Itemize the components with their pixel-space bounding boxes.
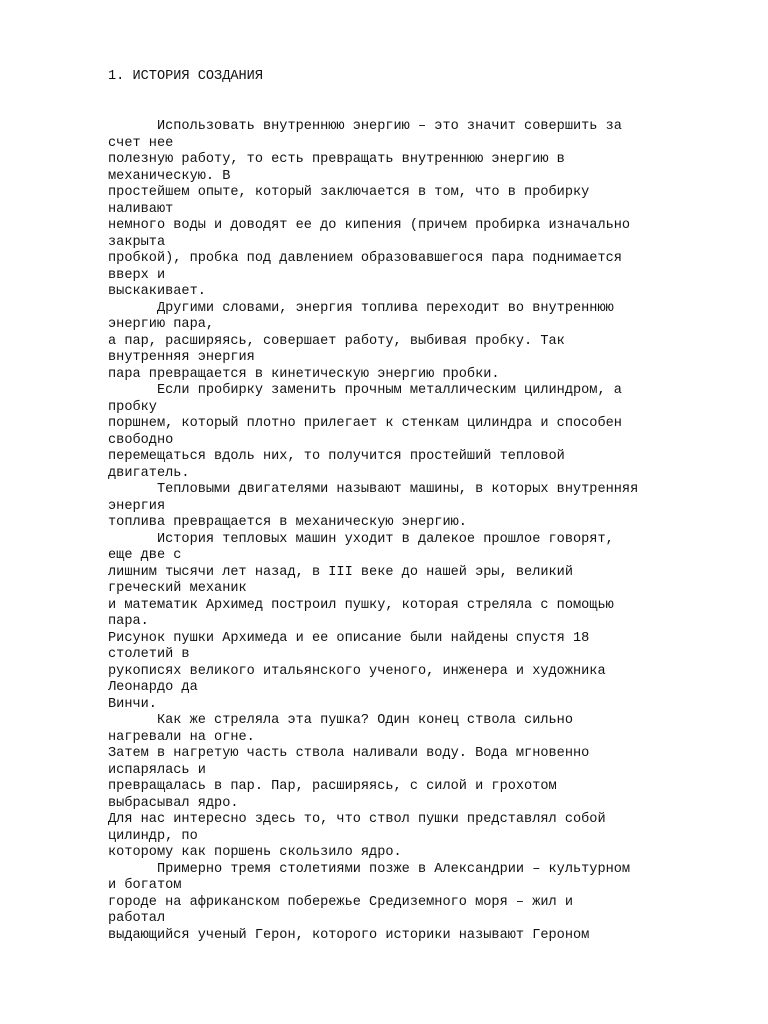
text-line: полезную работу, то есть превращать внутреннюю энергию в bbox=[108, 152, 565, 167]
text-line: и математик Архимед построил пушку, которая стреляла с помощью bbox=[108, 597, 614, 613]
text-line: наливают bbox=[108, 201, 174, 217]
section-heading: 1. ИСТОРИЯ СОЗДАНИЯ bbox=[108, 69, 263, 84]
text-line: топлива превращается в механическую энергию. bbox=[108, 515, 467, 530]
text-line: столетий в bbox=[108, 647, 190, 662]
text-line: Использовать внутреннюю энергию – это значит совершить за bbox=[108, 119, 622, 134]
text-line: еще две с bbox=[108, 548, 182, 563]
text-line: Рисунок пушки Архимеда и ее описание были найдены спустя 18 bbox=[108, 630, 590, 646]
text-line: пара. bbox=[108, 614, 149, 629]
text-line: энергия bbox=[108, 498, 166, 514]
text-line: перемещаться вдоль них, то получится простейший тепловой bbox=[108, 449, 565, 464]
text-line: испарялась и bbox=[108, 762, 206, 778]
text-line: немного воды и доводят ее до кипения (причем пробирка изначально bbox=[108, 218, 631, 233]
text-line: пробкой), пробка под давлением образовавшегося пара поднимается bbox=[108, 251, 622, 266]
text-line: механическую. В bbox=[108, 168, 231, 184]
text-line: Примерно тремя столетиями позже в Александрии – культурном bbox=[108, 861, 631, 877]
text-line: вверх и bbox=[108, 267, 166, 283]
body-text bbox=[108, 119, 748, 944]
text-line: а пар, расширяясь, совершает работу, выбивая пробку. Так bbox=[108, 333, 565, 349]
text-line: Как же стреляла эта пушка? Один конец ствола сильно bbox=[108, 713, 573, 728]
text-line: цилиндр, по bbox=[108, 828, 198, 844]
text-line: лишним тысячи лет назад, в III веке до нашей эры, великий bbox=[108, 564, 573, 580]
text-line: выскакивает. bbox=[108, 284, 206, 299]
text-line: рукописях великого итальянского ученого, инженера и художника bbox=[108, 663, 606, 679]
text-line: Другими словами, энергия топлива переходит во внутреннюю bbox=[108, 300, 614, 316]
text-line: энергию пара, bbox=[108, 317, 215, 332]
text-line: История тепловых машин уходит в далекое прошлое говорят, bbox=[108, 531, 614, 547]
text-line: работал bbox=[108, 911, 166, 926]
text-line: греческий механик bbox=[108, 581, 247, 596]
text-line: которому как поршень скользило ядро. bbox=[108, 845, 402, 860]
text-line: двигатель. bbox=[108, 465, 190, 481]
text-line: Если пробирку заменить прочным металлическим цилиндром, а bbox=[108, 383, 622, 398]
text-line: Винчи. bbox=[108, 696, 157, 712]
text-line: счет нее bbox=[108, 135, 174, 151]
text-line: выдающийся ученый Герон, которого историки называют Героном bbox=[108, 927, 590, 943]
text-line: и богатом bbox=[108, 878, 182, 893]
text-line: превращалась в пар. Пар, расширяясь, с силой и грохотом bbox=[108, 779, 557, 794]
text-line: городе на африканском побережье Средиземного моря – жил и bbox=[108, 894, 573, 910]
text-line: выбрасывал ядро. bbox=[108, 795, 239, 811]
text-line: Затем в нагретую часть ствола наливали воду. Вода мгновенно bbox=[108, 746, 590, 761]
text-line: свободно bbox=[108, 432, 174, 448]
text-line: закрыта bbox=[108, 234, 166, 250]
text-line: нагревали на огне. bbox=[108, 729, 255, 745]
text-line: внутренняя энергия bbox=[108, 350, 255, 365]
text-line: простейшем опыте, который заключается в том, что в пробирку bbox=[108, 185, 590, 200]
text-line: пара превращается в кинетическую энергию пробки. bbox=[108, 366, 500, 382]
text-line: Тепловыми двигателями называют машины, в которых внутренняя bbox=[108, 482, 639, 497]
text-line: Леонардо да bbox=[108, 680, 198, 695]
text-line: пробку bbox=[108, 399, 157, 415]
text-line: Для нас интересно здесь то, что ствол пушки представлял собой bbox=[108, 812, 606, 827]
text-line: поршнем, который плотно прилегает к стенкам цилиндра и способен bbox=[108, 416, 622, 431]
